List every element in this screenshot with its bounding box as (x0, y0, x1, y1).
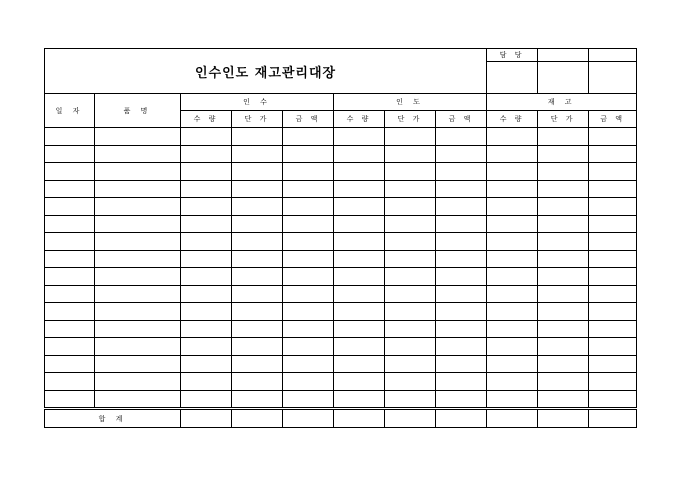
table-cell[interactable] (589, 320, 637, 338)
table-cell[interactable] (385, 250, 436, 268)
approval-signature-box[interactable] (589, 62, 637, 94)
table-row (45, 303, 637, 321)
table-cell[interactable] (181, 128, 232, 146)
table-cell[interactable] (436, 163, 487, 181)
table-cell[interactable] (95, 338, 181, 356)
table-cell[interactable] (45, 250, 95, 268)
table-cell[interactable] (538, 198, 589, 216)
table-cell[interactable] (232, 180, 283, 198)
table-cell[interactable] (334, 303, 385, 321)
table-cell[interactable] (589, 373, 637, 391)
table-cell[interactable] (538, 390, 589, 409)
table-cell[interactable] (589, 355, 637, 373)
total-cell[interactable] (436, 409, 487, 428)
table-cell[interactable] (487, 338, 538, 356)
table-cell[interactable] (45, 303, 95, 321)
total-cell[interactable] (232, 409, 283, 428)
table-row (45, 373, 637, 391)
table-cell[interactable] (538, 128, 589, 146)
table-cell[interactable] (589, 285, 637, 303)
table-cell[interactable] (283, 390, 334, 409)
table-cell[interactable] (45, 390, 95, 409)
table-cell[interactable] (334, 233, 385, 251)
table-cell[interactable] (334, 268, 385, 286)
table-row (45, 198, 637, 216)
table-row (45, 390, 637, 409)
table-cell[interactable] (589, 303, 637, 321)
table-cell[interactable] (589, 198, 637, 216)
column-header-date: 일 자 (45, 94, 95, 128)
table-cell[interactable] (538, 268, 589, 286)
table-cell[interactable] (538, 373, 589, 391)
table-cell[interactable] (334, 355, 385, 373)
table-cell[interactable] (385, 198, 436, 216)
table-cell[interactable] (589, 268, 637, 286)
total-cell[interactable] (181, 409, 232, 428)
table-cell[interactable] (45, 145, 95, 163)
table-cell[interactable] (436, 128, 487, 146)
sub-header-quantity: 수 량 (334, 111, 385, 128)
total-cell[interactable] (283, 409, 334, 428)
table-cell[interactable] (487, 233, 538, 251)
sub-header-unit-price: 단 가 (232, 111, 283, 128)
table-cell[interactable] (45, 268, 95, 286)
sub-header-quantity: 수 량 (181, 111, 232, 128)
table-cell[interactable] (232, 373, 283, 391)
table-cell[interactable] (487, 163, 538, 181)
table-cell[interactable] (385, 128, 436, 146)
table-cell[interactable] (283, 250, 334, 268)
table-cell[interactable] (334, 320, 385, 338)
table-row (45, 128, 637, 146)
table-cell[interactable] (589, 215, 637, 233)
table-cell[interactable] (334, 145, 385, 163)
table-cell[interactable] (95, 373, 181, 391)
table-cell[interactable] (538, 163, 589, 181)
table-cell[interactable] (538, 180, 589, 198)
table-row (45, 180, 637, 198)
table-cell[interactable] (181, 250, 232, 268)
table-cell[interactable] (385, 233, 436, 251)
table-cell[interactable] (487, 145, 538, 163)
table-cell[interactable] (181, 285, 232, 303)
table-cell[interactable] (436, 285, 487, 303)
table-cell[interactable] (45, 215, 95, 233)
table-cell[interactable] (436, 338, 487, 356)
table-cell[interactable] (487, 285, 538, 303)
table-cell[interactable] (45, 198, 95, 216)
table-cell[interactable] (45, 180, 95, 198)
table-cell[interactable] (436, 250, 487, 268)
table-cell[interactable] (95, 215, 181, 233)
total-cell[interactable] (589, 409, 637, 428)
approval-label: 담 당 (487, 49, 538, 62)
approval-signature-box[interactable] (538, 62, 589, 94)
table-cell[interactable] (232, 215, 283, 233)
table-cell[interactable] (487, 250, 538, 268)
table-cell[interactable] (181, 198, 232, 216)
table-cell[interactable] (385, 390, 436, 409)
table-row (45, 250, 637, 268)
table-cell[interactable] (385, 320, 436, 338)
approval-header-cell (538, 49, 589, 62)
table-cell[interactable] (95, 180, 181, 198)
table-cell[interactable] (181, 215, 232, 233)
table-cell[interactable] (95, 285, 181, 303)
table-cell[interactable] (181, 268, 232, 286)
sub-header-quantity: 수 량 (487, 111, 538, 128)
table-cell[interactable] (283, 180, 334, 198)
table-cell[interactable] (45, 128, 95, 146)
ledger-table (44, 48, 637, 428)
table-cell[interactable] (589, 163, 637, 181)
sub-header-amount: 금 액 (589, 111, 637, 128)
table-cell[interactable] (95, 390, 181, 409)
table-cell[interactable] (334, 163, 385, 181)
table-cell[interactable] (181, 303, 232, 321)
table-cell[interactable] (385, 303, 436, 321)
table-cell[interactable] (95, 198, 181, 216)
table-cell[interactable] (232, 198, 283, 216)
table-cell[interactable] (232, 268, 283, 286)
table-cell[interactable] (181, 338, 232, 356)
table-cell[interactable] (487, 128, 538, 146)
document-title: 인수인도 재고관리대장 (45, 49, 487, 94)
table-cell[interactable] (487, 355, 538, 373)
total-cell[interactable] (334, 409, 385, 428)
table-cell[interactable] (95, 163, 181, 181)
table-cell[interactable] (95, 233, 181, 251)
table-cell[interactable] (232, 338, 283, 356)
table-cell[interactable] (385, 355, 436, 373)
total-cell[interactable] (385, 409, 436, 428)
table-row (45, 215, 637, 233)
table-cell[interactable] (181, 233, 232, 251)
table-cell[interactable] (436, 180, 487, 198)
table-cell[interactable] (181, 145, 232, 163)
table-cell[interactable] (283, 215, 334, 233)
table-cell[interactable] (385, 373, 436, 391)
table-cell[interactable] (589, 390, 637, 409)
table-cell[interactable] (95, 128, 181, 146)
table-cell[interactable] (436, 373, 487, 391)
table-cell[interactable] (487, 303, 538, 321)
table-cell[interactable] (232, 128, 283, 146)
table-cell[interactable] (283, 355, 334, 373)
table-cell[interactable] (487, 215, 538, 233)
table-cell[interactable] (45, 163, 95, 181)
table-cell[interactable] (385, 215, 436, 233)
table-cell[interactable] (283, 268, 334, 286)
table-cell[interactable] (232, 233, 283, 251)
table-cell[interactable] (283, 373, 334, 391)
table-cell[interactable] (334, 215, 385, 233)
table-cell[interactable] (283, 198, 334, 216)
table-cell[interactable] (283, 285, 334, 303)
table-cell[interactable] (487, 198, 538, 216)
table-cell[interactable] (181, 355, 232, 373)
table-cell[interactable] (232, 145, 283, 163)
table-cell[interactable] (283, 128, 334, 146)
table-cell[interactable] (334, 128, 385, 146)
table-cell[interactable] (538, 285, 589, 303)
table-row (45, 355, 637, 373)
table-cell[interactable] (589, 338, 637, 356)
table-cell[interactable] (232, 303, 283, 321)
table-cell[interactable] (232, 390, 283, 409)
table-cell[interactable] (45, 320, 95, 338)
table-cell[interactable] (283, 163, 334, 181)
table-cell[interactable] (538, 233, 589, 251)
table-cell[interactable] (45, 373, 95, 391)
sub-header-amount: 금 액 (436, 111, 487, 128)
table-cell[interactable] (181, 320, 232, 338)
table-cell[interactable] (181, 163, 232, 181)
table-cell[interactable] (436, 215, 487, 233)
table-cell[interactable] (45, 285, 95, 303)
table-row (45, 285, 637, 303)
table-cell[interactable] (283, 145, 334, 163)
table-cell[interactable] (232, 163, 283, 181)
table-row (45, 163, 637, 181)
table-cell[interactable] (95, 268, 181, 286)
group-header-delivery: 인 도 (334, 94, 487, 111)
table-cell[interactable] (487, 390, 538, 409)
table-cell[interactable] (589, 128, 637, 146)
table-cell[interactable] (95, 145, 181, 163)
table-cell[interactable] (589, 180, 637, 198)
table-row (45, 338, 637, 356)
table-cell[interactable] (283, 320, 334, 338)
table-cell[interactable] (385, 268, 436, 286)
table-cell[interactable] (181, 373, 232, 391)
table-cell[interactable] (283, 303, 334, 321)
table-cell[interactable] (538, 145, 589, 163)
approval-header-cell (589, 49, 637, 62)
table-cell[interactable] (538, 355, 589, 373)
ledger-sheet (44, 48, 636, 431)
total-cell[interactable] (538, 409, 589, 428)
table-cell[interactable] (487, 180, 538, 198)
column-header-item: 품 명 (95, 94, 181, 128)
table-cell[interactable] (385, 285, 436, 303)
table-cell[interactable] (538, 250, 589, 268)
table-cell[interactable] (589, 145, 637, 163)
table-cell[interactable] (538, 320, 589, 338)
table-cell[interactable] (334, 198, 385, 216)
table-cell[interactable] (334, 250, 385, 268)
table-cell[interactable] (436, 390, 487, 409)
sub-header-unit-price: 단 가 (538, 111, 589, 128)
table-cell[interactable] (487, 373, 538, 391)
table-cell[interactable] (385, 163, 436, 181)
table-cell[interactable] (385, 338, 436, 356)
table-cell[interactable] (436, 268, 487, 286)
table-cell[interactable] (95, 250, 181, 268)
table-cell[interactable] (385, 145, 436, 163)
table-cell[interactable] (385, 180, 436, 198)
table-cell[interactable] (45, 233, 95, 251)
table-cell[interactable] (283, 233, 334, 251)
table-cell[interactable] (334, 338, 385, 356)
table-cell[interactable] (95, 303, 181, 321)
table-cell[interactable] (436, 320, 487, 338)
sub-header-amount: 금 액 (283, 111, 334, 128)
table-cell[interactable] (95, 320, 181, 338)
table-cell[interactable] (436, 233, 487, 251)
table-cell[interactable] (45, 355, 95, 373)
table-cell[interactable] (589, 233, 637, 251)
total-label: 합 계 (45, 409, 181, 428)
table-row (45, 233, 637, 251)
table-cell[interactable] (436, 303, 487, 321)
total-cell[interactable] (487, 409, 538, 428)
table-row (45, 268, 637, 286)
table-cell[interactable] (538, 338, 589, 356)
table-cell[interactable] (436, 198, 487, 216)
table-cell[interactable] (181, 180, 232, 198)
table-cell[interactable] (95, 355, 181, 373)
table-cell[interactable] (334, 373, 385, 391)
table-cell[interactable] (283, 338, 334, 356)
table-row (45, 145, 637, 163)
table-cell[interactable] (334, 285, 385, 303)
table-cell[interactable] (232, 250, 283, 268)
table-cell[interactable] (538, 215, 589, 233)
table-cell[interactable] (436, 145, 487, 163)
table-cell[interactable] (538, 303, 589, 321)
table-cell[interactable] (487, 320, 538, 338)
group-header-receipt: 인 수 (181, 94, 334, 111)
table-cell[interactable] (232, 285, 283, 303)
table-cell[interactable] (45, 338, 95, 356)
table-cell[interactable] (436, 355, 487, 373)
table-cell[interactable] (487, 268, 538, 286)
table-cell[interactable] (334, 180, 385, 198)
table-cell[interactable] (232, 355, 283, 373)
table-cell[interactable] (232, 320, 283, 338)
approval-signature-box[interactable] (487, 62, 538, 94)
table-cell[interactable] (589, 250, 637, 268)
group-header-stock: 재 고 (487, 94, 637, 111)
sub-header-unit-price: 단 가 (385, 111, 436, 128)
table-cell[interactable] (181, 390, 232, 409)
table-row (45, 320, 637, 338)
table-cell[interactable] (334, 390, 385, 409)
